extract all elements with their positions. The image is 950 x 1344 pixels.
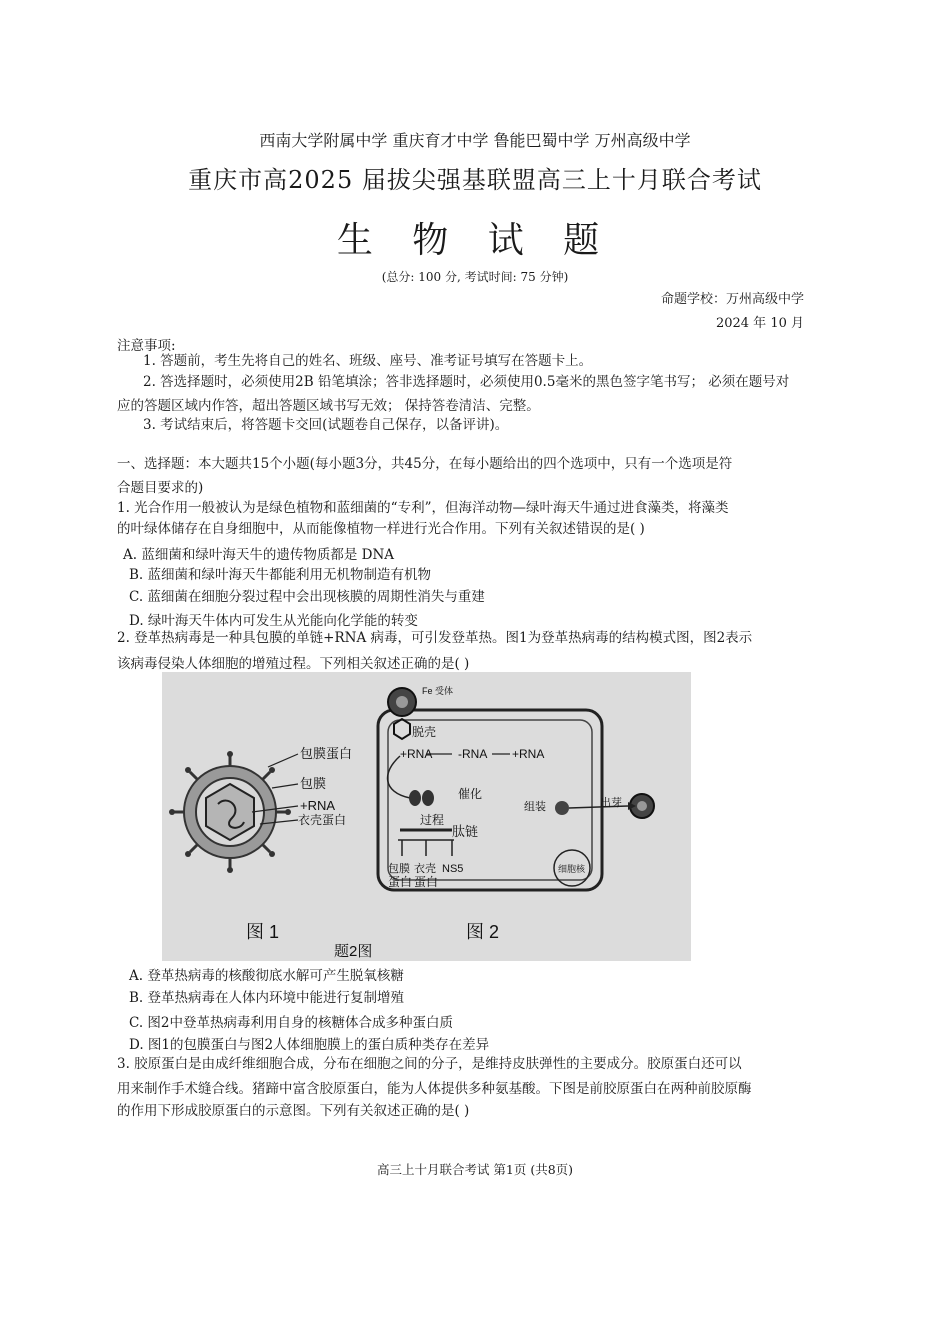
school-list: 西南大学附属中学 重庆育才中学 鲁能巴蜀中学 万州高级中学 <box>259 131 691 150</box>
label-envelope-protein: 包膜蛋白 <box>300 746 353 761</box>
label-figure-2: 图 2 <box>466 922 500 942</box>
q1-option-b: B. 蓝细菌和绿叶海天牛都能利用无机物制造有机物 <box>129 567 432 583</box>
exam-title: 重庆市高2025 届拔尖强基联盟高三上十月联合考试 <box>188 166 762 194</box>
label-nucleus: 细胞核 <box>558 864 586 874</box>
page-footer: 高三上十月联合考试 第1页 (共8页) <box>376 1162 574 1177</box>
section-heading: 一、选择题：本大题共15个小题(每小题3分，共45分，在每小题给出的四个选项中，只有一个选项是符 <box>117 456 733 472</box>
label-protein-ns5: NS5 <box>442 863 464 875</box>
q2-option-b: B. 登革热病毒在人体内环境中能进行复制增殖 <box>129 990 405 1006</box>
q2-option-a: A. 登革热病毒的核酸彻底水解可产生脱氧核糖 <box>129 968 404 984</box>
notice-item-3: 3. 考试结束后，将答题卡交回(试题卷自己保存，以备评讲)。 <box>143 417 509 433</box>
label-rna-minus: -RNA <box>458 747 488 761</box>
q2-option-c: C. 图2中登革热病毒利用自身的核糖体合成多种蛋白质 <box>129 1015 454 1031</box>
label-assemble: 组装 <box>524 801 546 813</box>
q1-stem-1: 1. 光合作用一般被认为是绿色植物和蓝细菌的“专利”，但海洋动物—绿叶海天牛通过进食藻类，将藻类 <box>117 500 729 516</box>
label-peptide: 肽链 <box>452 824 479 839</box>
q1-option-c: C. 蓝细菌在细胞分裂过程中会出现核膜的周期性消失与重建 <box>129 589 485 605</box>
subject-title: 生 物 试 题 <box>336 220 614 261</box>
virus-structure-diagram <box>169 751 298 873</box>
label-protein-envelope: 包膜 <box>388 863 410 875</box>
infection-process-diagram <box>378 688 654 890</box>
setter-school: 命题学校：万州高级中学 <box>660 292 804 307</box>
label-protein-2: 蛋白 <box>414 875 439 889</box>
q2-stem-1: 2. 登革热病毒是一种具包膜的单链+RNA 病毒，可引发登革热。图1为登革热病毒的结构模式图，图2表示 <box>117 630 753 646</box>
q2-option-d: D. 图1的包膜蛋白与图2人体细胞膜上的蛋白质种类存在差异 <box>129 1037 490 1053</box>
label-rna-plus-2: +RNA <box>512 747 545 761</box>
exam-info: (总分: 100 分, 考试时间: 75 分钟) <box>381 270 569 284</box>
q1-stem-2: 的叶绿体储存在自身细胞中，从而能像植物一样进行光合作用。下列有关叙述错误的是( ) <box>117 521 645 537</box>
notice-item-1: 1. 答题前，考生先将自己的姓名、班级、座号、准考证号填写在答题卡上。 <box>143 353 593 369</box>
q1-option-a: A. 蓝细菌和绿叶海天牛的遗传物质都是 DNA <box>123 547 395 563</box>
notice-heading: 注意事项: <box>117 338 176 354</box>
label-envelope: 包膜 <box>300 776 327 791</box>
label-release: 出芽 <box>600 797 622 809</box>
label-figure-1: 图 1 <box>246 922 280 942</box>
label-capsid: 衣壳蛋白 <box>298 813 347 827</box>
label-uncoat: 脱壳 <box>412 725 437 739</box>
figure-caption: 题2图 <box>334 943 373 960</box>
label-rna: +RNA <box>300 798 336 813</box>
q2-figure <box>162 672 691 961</box>
q1-option-d: D. 绿叶海天牛体内可发生从光能向化学能的转变 <box>129 613 418 629</box>
q3-stem-3: 的作用下形成胶原蛋白的示意图。下列有关叙述正确的是( ) <box>117 1103 470 1119</box>
label-rna-plus-1: +RNA <box>400 747 433 761</box>
label-process: 过程 <box>420 813 445 827</box>
exam-date: 2024 年 10 月 <box>715 316 804 331</box>
q3-stem-2: 用来制作手术缝合线。猪蹄中富含胶原蛋白，能为人体提供多种氨基酸。下图是前胶原蛋白在两种前胶原酶 <box>117 1081 752 1097</box>
notice-item-2a: 2. 答选择题时，必须使用2B 铅笔填涂；答非选择题时，必须使用0.5毫米的黑色签字笔书写； 必须在题号对 <box>143 374 790 390</box>
q3-stem-1: 3. 胶原蛋白是由成纤维细胞合成，分布在细胞之间的分子，是维持皮肤弹性的主要成分。胶原蛋白还可以 <box>117 1056 742 1072</box>
q2-stem-2: 该病毒侵染人体细胞的增殖过程。下列相关叙述正确的是( ) <box>117 656 470 672</box>
label-catalyze: 催化 <box>458 787 483 801</box>
label-receptor: Fe 受体 <box>422 686 454 696</box>
notice-item-2b: 应的答题区域内作答，超出答题区域书写无效； 保持答卷清洁、完整。 <box>117 398 540 414</box>
label-protein-capsid: 衣壳 <box>414 863 436 875</box>
label-protein-1: 蛋白 <box>388 875 413 889</box>
section-heading-cont: 合题目要求的) <box>117 480 204 496</box>
